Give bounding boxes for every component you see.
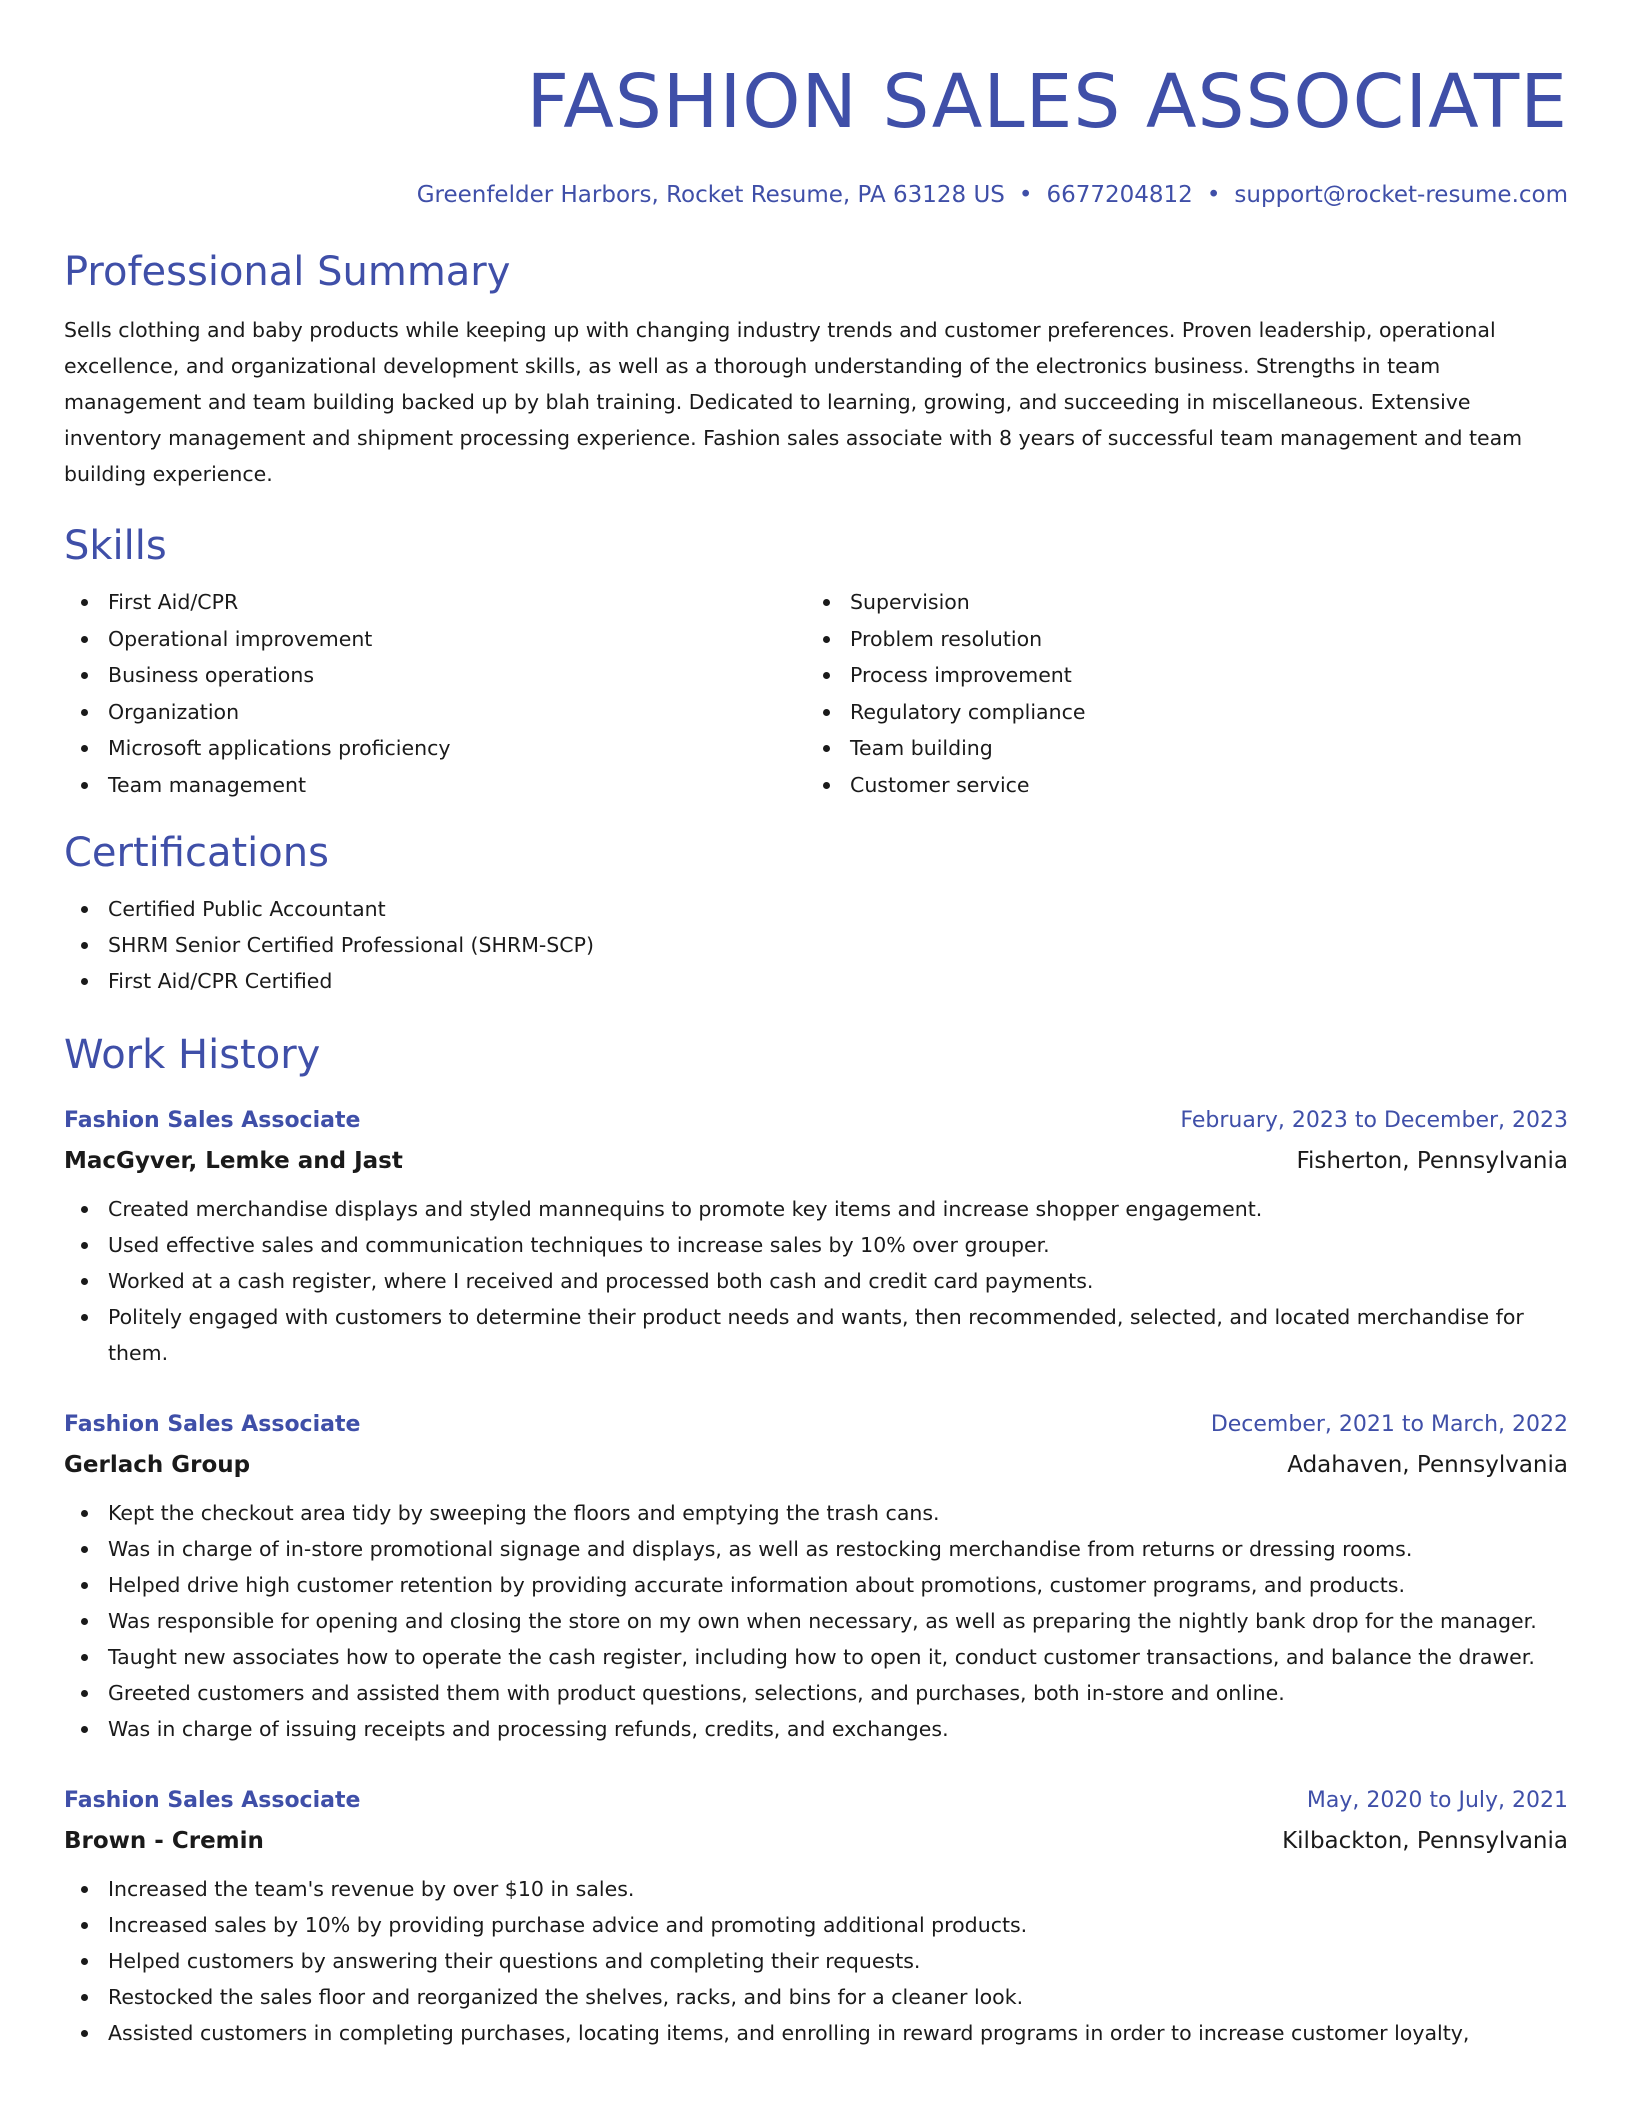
skills-column-right — [806, 584, 1548, 803]
certification-item: SHRM Senior Certified Professional (SHRM-SCP) — [64, 927, 1568, 963]
contact-separator: • — [1206, 182, 1221, 208]
skill-item: Customer service — [806, 767, 1548, 804]
job-role: Fashion Sales Associate — [64, 1412, 361, 1437]
job-duty: Politely engaged with customers to determine their product needs and wants, then recommended, selected, and located merchandise for them. — [64, 1299, 1568, 1371]
job-header — [64, 1101, 1568, 1141]
job-location: Adahaven, Pennsylvania — [1287, 1452, 1568, 1478]
skills-grid — [64, 584, 1568, 803]
skill-item: First Aid/CPR — [64, 584, 806, 621]
job-company: MacGyver, Lemke and Jast — [64, 1148, 403, 1174]
job-duties-list — [64, 1495, 1568, 1747]
job-subheader — [64, 1445, 1568, 1485]
job-role: Fashion Sales Associate — [64, 1788, 361, 1813]
job-duty: Created merchandise displays and styled mannequins to promote key items and increase shopper engagement. — [64, 1191, 1568, 1227]
job-header — [64, 1405, 1568, 1445]
job-duty: Restocked the sales floor and reorganized the shelves, racks, and bins for a cleaner look. — [64, 1979, 1568, 2015]
job-duty: Used effective sales and communication techniques to increase sales by 10% over grouper. — [64, 1227, 1568, 1263]
summary-text: Sells clothing and baby products while keeping up with changing industry trends and customer preferences. Proven leadership, operational excellence, and organizational development skills, as well as a thorough understanding of the electronics business. Strengths in team management and team building backed up by blah training. Dedicated to learning, growing, and succeeding in miscellaneous. Extensive inventory management and shipment processing experience. Fashion sales associate with 8 years of successful team management and team building experience. — [64, 318, 1523, 486]
skill-item: Operational improvement — [64, 621, 806, 658]
job-duties-list — [64, 1191, 1568, 1371]
job-location: Fisherton, Pennsylvania — [1296, 1148, 1568, 1174]
job-duty: Taught new associates how to operate the cash register, including how to open it, conduct customer transactions, and balance the drawer. — [64, 1639, 1568, 1675]
certification-item: Certified Public Accountant — [64, 891, 1568, 927]
job-company: Gerlach Group — [64, 1452, 251, 1478]
job-duty: Was responsible for opening and closing the store on my own when necessary, as well as preparing the nightly bank drop for the manager. — [64, 1603, 1568, 1639]
contact-separator: • — [1018, 182, 1033, 208]
skill-item: Organization — [64, 694, 806, 731]
job-duties-list — [64, 1871, 1568, 2051]
job-location: Kilbackton, Pennsylvania — [1282, 1828, 1568, 1854]
job-duty: Helped customers by answering their questions and completing their requests. — [64, 1943, 1568, 1979]
job-entry — [64, 1781, 1568, 2051]
contact-address: Greenfelder Harbors, Rocket Resume, PA 63128 US — [416, 182, 1005, 208]
skills-list-left — [64, 584, 806, 803]
job-subheader — [64, 1141, 1568, 1181]
skills-column-left — [64, 584, 806, 803]
skill-item: Regulatory compliance — [806, 694, 1548, 731]
skill-item: Microsoft applications proficiency — [64, 730, 806, 767]
job-header — [64, 1781, 1568, 1821]
job-duty: Increased the team's revenue by over $10 in sales. — [64, 1871, 1568, 1907]
job-duty: Greeted customers and assisted them with product questions, selections, and purchases, both in-store and online. — [64, 1675, 1568, 1711]
job-duty: Kept the checkout area tidy by sweeping the floors and emptying the trash cans. — [64, 1495, 1568, 1531]
job-dates: December, 2021 to March, 2022 — [1210, 1412, 1568, 1437]
job-duty: Assisted customers in completing purchases, locating items, and enrolling in reward programs in order to increase customer loyalty, — [64, 2015, 1568, 2051]
skill-item: Business operations — [64, 657, 806, 694]
job-subheader — [64, 1821, 1568, 1861]
certification-item: First Aid/CPR Certified — [64, 963, 1568, 999]
job-duty: Helped drive high customer retention by providing accurate information about promotions, customer programs, and products. — [64, 1567, 1568, 1603]
job-duty: Was in charge of issuing receipts and processing refunds, credits, and exchanges. — [64, 1711, 1568, 1747]
skill-item: Team building — [806, 730, 1548, 767]
contact-line — [64, 180, 1568, 210]
section-title-certifications: Certifications — [64, 830, 329, 876]
job-entry — [64, 1405, 1568, 1747]
skill-item: Supervision — [806, 584, 1548, 621]
job-entry — [64, 1101, 1568, 1371]
contact-email: support@rocket-resume.com — [1234, 182, 1568, 208]
job-role: Fashion Sales Associate — [64, 1108, 361, 1133]
section-title-skills: Skills — [64, 523, 167, 569]
skill-item: Process improvement — [806, 657, 1548, 694]
resume-title: FASHION SALES ASSOCIATE — [526, 59, 1568, 145]
job-dates: May, 2020 to July, 2021 — [1306, 1788, 1568, 1813]
job-dates: February, 2023 to December, 2023 — [1180, 1108, 1568, 1133]
job-duty: Was in charge of in-store promotional signage and displays, as well as restocking merchandise from returns or dressing rooms. — [64, 1531, 1568, 1567]
job-duty: Increased sales by 10% by providing purchase advice and promoting additional products. — [64, 1907, 1568, 1943]
skill-item: Problem resolution — [806, 621, 1548, 658]
skills-list-right — [806, 584, 1548, 803]
section-title-summary: Professional Summary — [64, 249, 511, 295]
skill-item: Team management — [64, 767, 806, 804]
contact-phone: 6677204812 — [1046, 182, 1193, 208]
certifications-list — [64, 891, 1568, 999]
job-company: Brown - Cremin — [64, 1828, 264, 1854]
section-title-work-history: Work History — [64, 1032, 321, 1078]
job-duty: Worked at a cash register, where I received and processed both cash and credit card payments. — [64, 1263, 1568, 1299]
